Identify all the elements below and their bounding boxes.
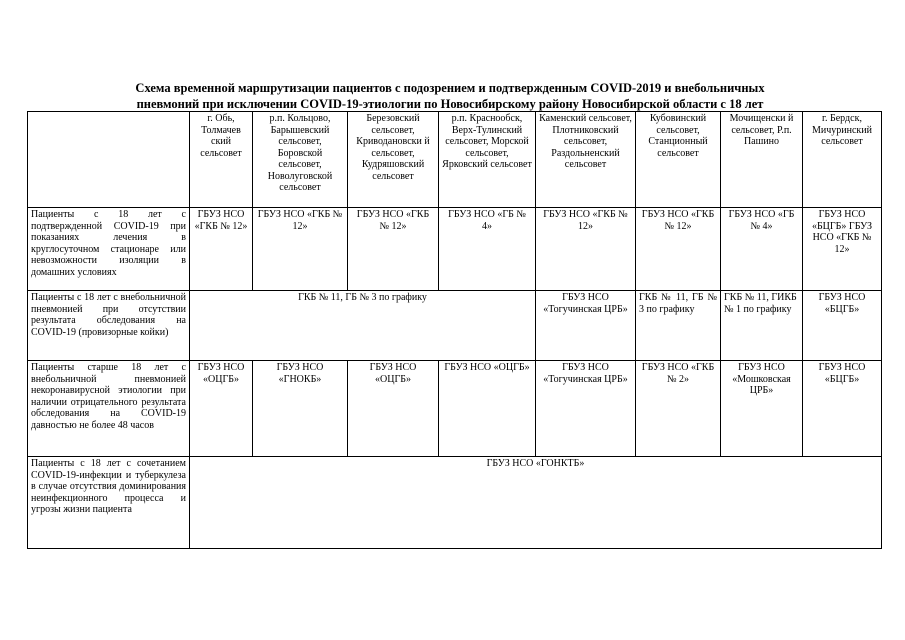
hospital-cell: ГБУЗ НСО «ГНОКБ» [253,361,348,457]
hospital-cell: ГБУЗ НСО «Тогучинская ЦРБ» [536,291,636,361]
hospital-cell: ГБУЗ НСО «ГБ № 4» [721,208,803,291]
routing-table [27,111,882,549]
hospital-cell: ГБУЗ НСО «ОЦГБ» [439,361,536,457]
merged-hospital-cell: ГКБ № 11, ГБ № 3 по графику [190,291,536,361]
table-header-row [28,112,882,208]
patient-category-cell: Пациенты старше 18 лет с внебольничной пневмонией некоронавирусной этиологии при наличии отрицательного результата обследования на COVID-19 давностью не более 48 часов [28,361,190,457]
hospital-cell: ГБУЗ НСО «БЦГБ» ГБУЗ НСО «ГКБ № 12» [803,208,882,291]
hospital-cell: ГБУЗ НСО «ГБ № 4» [439,208,536,291]
table-row [28,361,882,457]
document-title [60,80,840,112]
hospital-cell: ГБУЗ НСО «ОЦГБ» [348,361,439,457]
column-header: г. Обь, Толмачев ский сельсовет [190,112,253,208]
hospital-cell: ГБУЗ НСО «БЦГБ» [803,361,882,457]
table-row [28,208,882,291]
hospital-cell: ГБУЗ НСО «БЦГБ» [803,291,882,361]
hospital-cell: ГБУЗ НСО «Мошковская ЦРБ» [721,361,803,457]
title-line-1: Схема временной маршрутизации пациентов с подозрением и подтвержденным COVID-2019 и внебольничных [135,81,765,95]
column-header: Березовский сельсовет, Криводановски й сельсовет, Кудряшовский сельсовет [348,112,439,208]
column-header: Кубовинский сельсовет, Станционный сельсовет [636,112,721,208]
hospital-cell: ГБУЗ НСО «ГКБ № 12» [190,208,253,291]
column-header: г. Бердск, Мичуринский сельсовет [803,112,882,208]
patient-category-cell: Пациенты с 18 лет с сочетанием COVID-19-инфекции и туберкулеза в случае отсутствия доминирования неинфекционного процесса и угрозы жизни пациента [28,457,190,549]
table-row [28,291,882,361]
column-header: Каменский сельсовет, Плотниковский сельсовет, Раздольненский сельсовет [536,112,636,208]
hospital-cell: ГБУЗ НСО «ГКБ № 12» [348,208,439,291]
column-header: Мочищенски й сельсовет, Р.п. Пашино [721,112,803,208]
hospital-cell: ГКБ № 11, ГИКБ № 1 по графику [721,291,803,361]
hospital-cell: ГБУЗ НСО «ГКБ № 12» [536,208,636,291]
title-line-2: пневмоний при исключении COVID-19-этиологии по Новосибирскому району Новосибирской области с 18 лет [136,97,764,111]
table-row [28,457,882,549]
patient-category-cell: Пациенты с 18 лет с подтвержденной COVID-19 при показаниях лечения в круглосуточном стационаре или невозможности изоляции в домашних условиях [28,208,190,291]
hospital-cell: ГБУЗ НСО «ОЦГБ» [190,361,253,457]
patient-category-cell: Пациенты с 18 лет с внебольничной пневмонией при отсутствии результата обследования на COVID-19 (провизорные койки) [28,291,190,361]
hospital-cell: ГБУЗ НСО «ГКБ № 12» [636,208,721,291]
column-header: р.п. Краснообск, Верх-Тулинский сельсовет, Морской сельсовет, Ярковский сельсовет [439,112,536,208]
hospital-cell: ГБУЗ НСО «ГКБ № 2» [636,361,721,457]
hospital-cell: ГКБ № 11, ГБ № 3 по графику [636,291,721,361]
column-header: р.п. Кольцово, Барышевский сельсовет, Боровской сельсовет, Новолуговской сельсовет [253,112,348,208]
hospital-cell: ГБУЗ НСО «ГКБ № 12» [253,208,348,291]
hospital-cell: ГБУЗ НСО «Тогучинская ЦРБ» [536,361,636,457]
header-corner-cell [28,112,190,208]
merged-hospital-cell: ГБУЗ НСО «ГОНКТБ» [190,457,882,549]
